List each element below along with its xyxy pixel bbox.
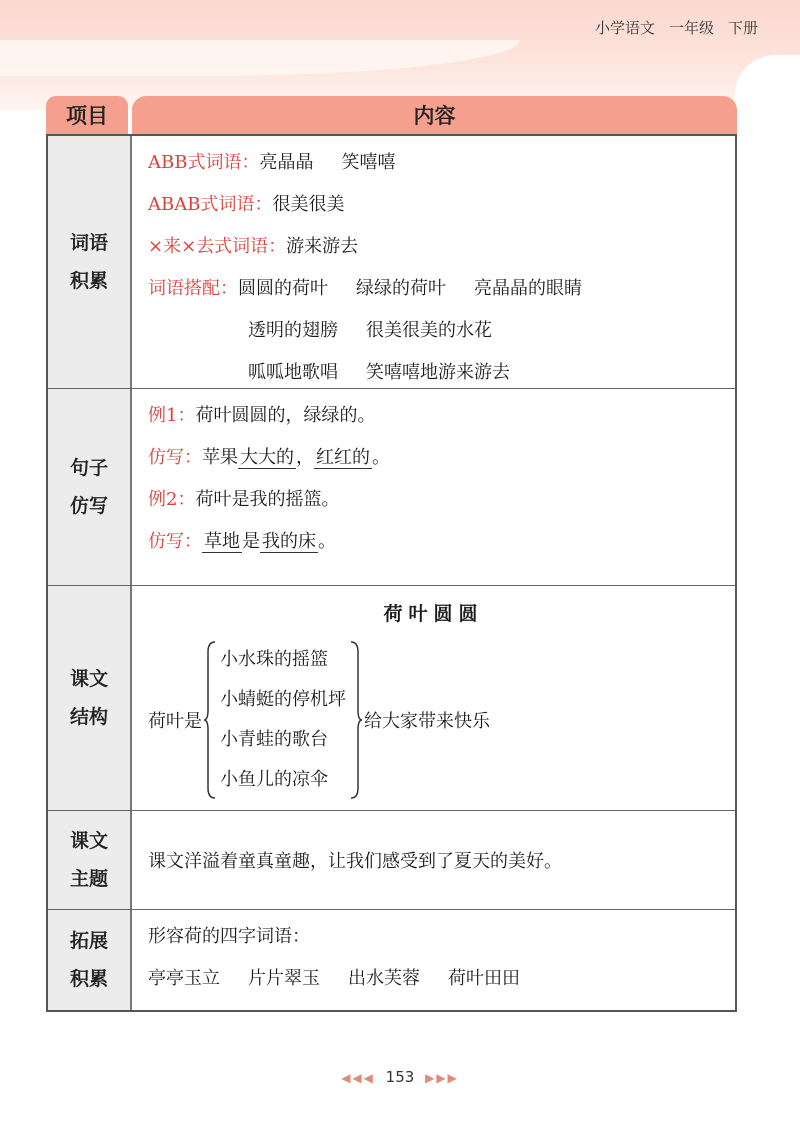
imitation-2: 仿写： 草地 是 我的床 。 bbox=[148, 531, 336, 552]
table-row-structure bbox=[48, 585, 735, 810]
abab-line: ABAB式词语：很美很美 bbox=[148, 194, 345, 215]
structure-lead: 荷叶是 bbox=[148, 711, 202, 732]
vocab-content bbox=[132, 136, 735, 388]
summary-table bbox=[46, 96, 737, 1012]
row-label-sentence: 句子 仿写 bbox=[48, 389, 132, 585]
extend-words: 亭亭玉立 片片翠玉 出水芙蓉 荷叶田田 bbox=[148, 968, 520, 989]
example-2: 例2：荷叶是我的摇篮。 bbox=[148, 489, 340, 510]
pair-line: 透明的翅膀 很美很美的水花 bbox=[248, 320, 492, 341]
table-row-theme bbox=[48, 810, 735, 909]
structure-item: 小青蛙的歌台 bbox=[220, 729, 328, 750]
col-header-content: 内容 bbox=[132, 96, 737, 134]
table-row-extend bbox=[48, 909, 735, 1010]
row-label-structure: 课文 结构 bbox=[48, 586, 132, 810]
structure-items bbox=[216, 640, 350, 800]
abb-line: ABB式词语：亮晶晶 笑嘻嘻 bbox=[148, 152, 396, 173]
lesson-title: 荷叶圆圆 bbox=[383, 603, 484, 625]
next-arrows-icon: ▶▶▶ bbox=[425, 1071, 459, 1085]
row-label-vocab: 词语 积累 bbox=[48, 136, 132, 388]
theme-text: 课文洋溢着童真童趣，让我们感受到了夏天的美好。 bbox=[148, 851, 562, 872]
structure-item: 小蜻蜓的停机坪 bbox=[220, 689, 346, 710]
structure-content bbox=[132, 586, 735, 810]
xlxq-line: ×来×去式词语：游来游去 bbox=[148, 236, 359, 257]
left-brace bbox=[204, 640, 216, 800]
structure-item: 小鱼儿的凉伞 bbox=[220, 769, 328, 790]
example-1: 例1：荷叶圆圆的，绿绿的。 bbox=[148, 405, 376, 426]
theme-content bbox=[132, 811, 735, 909]
sentence-content bbox=[132, 389, 735, 585]
book-info bbox=[595, 17, 758, 38]
right-brace bbox=[350, 640, 362, 800]
extend-content bbox=[132, 910, 735, 1010]
pair-line: 呱呱地歌唱 笑嘻嘻地游来游去 bbox=[248, 362, 510, 383]
row-label-theme: 课文 主题 bbox=[48, 811, 132, 909]
row-label-extend: 拓展 积累 bbox=[48, 910, 132, 1010]
grade: 一年级 bbox=[668, 19, 714, 37]
table-row-vocab bbox=[48, 134, 735, 388]
subject: 小学语文 bbox=[594, 19, 655, 37]
pair-line: 词语搭配：圆圆的荷叶 绿绿的荷叶 亮晶晶的眼睛 bbox=[148, 278, 582, 299]
page-footer bbox=[0, 1068, 800, 1086]
table-header bbox=[46, 96, 737, 134]
term: 下册 bbox=[727, 19, 758, 37]
structure-tail: 给大家带来快乐 bbox=[364, 711, 490, 732]
structure-diagram bbox=[148, 636, 735, 804]
imitation-1: 仿写：苹果 大大的 ， 红红的 。 bbox=[148, 447, 390, 468]
col-header-item: 项目 bbox=[46, 96, 128, 134]
structure-item: 小水珠的摇篮 bbox=[220, 649, 328, 670]
extend-intro: 形容荷的四字词语： bbox=[148, 926, 310, 947]
prev-arrows-icon: ◀◀◀ bbox=[341, 1071, 375, 1085]
page-number: 153 bbox=[385, 1068, 415, 1086]
table-row-sentence bbox=[48, 388, 735, 585]
